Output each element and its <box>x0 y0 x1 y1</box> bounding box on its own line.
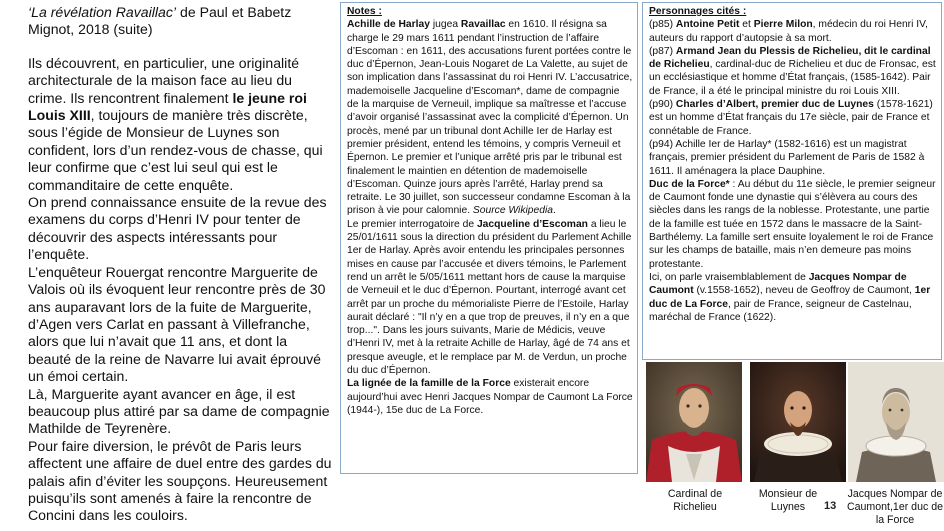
personnages-box <box>642 2 942 360</box>
bold-text: Armand Jean du Plessis de Richelieu, dit le cardinal de Richelieu <box>649 45 931 71</box>
bold-text: Duc de la Force* <box>649 178 730 190</box>
bold-text: Antoine Petit <box>675 19 740 31</box>
book-title <box>28 4 334 39</box>
personnages-list <box>649 18 937 324</box>
bold-text: Ravaillac <box>460 19 506 31</box>
portrait-cardinal-image <box>646 362 742 482</box>
main-paragraph: Ils découvrent, en particulier, une originalité architecturale de la maison face au lieu du crime. Ils rencontrent finalement le jeune roi Louis XIII, toujours de manière très discrète, sous l’égide de Monsieur de Luynes son confident, lors d’un rendez-vous de chasse, qui leur confirme que c’est lui seul qui est le commanditaire de cette enquête. <box>28 54 323 193</box>
portrait-force-icon <box>848 362 944 482</box>
portrait-luynes-icon <box>750 362 846 482</box>
book-title-italic: ‘La révélation Ravaillac’ <box>28 4 177 20</box>
main-text-column <box>28 4 334 524</box>
portrait-force-image <box>848 362 944 482</box>
bold-text: La lignée de la famille de la Force <box>347 378 511 390</box>
caption-force: Jacques Nompar de Caumont,1er duc de la Force <box>847 488 943 526</box>
page-number: 13 <box>824 500 837 512</box>
bold-text: Charles d’Albert, premier duc de Luynes <box>675 99 874 111</box>
main-paragraph: On prend connaissance ensuite de la revue des examens du corps d’Henri IV pour tenter de découvrir des aspects intéressants pour l’enquête. <box>28 194 327 263</box>
portrait-luynes-image <box>750 362 846 482</box>
caption-luynes: Monsieur de Luynes <box>758 488 818 513</box>
bold-text: 1er duc de La Force <box>649 285 931 310</box>
book-title-rest: de Paul et Babetz Mignot, 2018 (suite) <box>28 4 292 38</box>
notes-box <box>340 2 638 474</box>
bold-text: Jacqueline d’Escoman <box>476 218 588 230</box>
personnage-entry: Ici, on parle vraisemblablement de Jacques Nompar de Caumont (v.1558-1652), neveu de Geoffroy de Caumont, 1er duc de La Force, pair de France, seigneur de Castelnau, maréchal de France (1622). <box>649 271 931 323</box>
main-paragraphs <box>28 55 334 525</box>
personnages-header: Personnages cités : <box>649 6 747 17</box>
personnage-entry: Duc de la Force* : Au début du 11e siècle, le premier seigneur de Caumont fonde une dynastie qui s’élèvera au cours des siècles dans les rangs de la noblesse. Protestante, une partie de la famille est tuée en 1572 dans le massacre de la Saint-Barthélemy. La famille sert ensuite loyalement le roi de France sur les champs de bataille, mais n’en demeure pas moins protestante. <box>649 178 936 270</box>
emphasis-text: le jeune roi Louis XIII <box>28 89 307 124</box>
notes-paragraph-harlay: Achille de Harlay jugea Ravaillac en 1610. Il résigna sa charge le 29 mars 1611 pendant l’instruction de l’affaire d’Escoman : en 1611, des accusations furent portées contre le duc d’Épernon, Jean-Louis Nogaret de La Valette, au sujet de son implication dans l’assassinat du roi Henri IV. L’accusatrice, mademoiselle Jacqueline d’Escoman*, dame de compagnie de la marquise de Verneuil, implique sa maîtresse et l’accuse d’avoir organisé l’assassinat avec la complicité d’Épernon. Un procès, mené par un tribunal dont Achille Ier de Harlay est premier président, entend les témoins, y compris Verneuil et Épernon. Le premier et l’unique arrêté pris par le tribunal est finalement le maintien en détention de mademoiselle d’Escoman. Quinze jours après l’arrêté, Harlay prend sa retraite. Le 30 juillet, son successeur condamne Escoman à la prison à vie pour calomnie. Source Wikipedia. <box>347 19 633 217</box>
personnage-entry: (p90) Charles d’Albert, premier duc de Luynes (1578-1621) est un homme d’État français du 17e siècle, pair de France et connétable de France. <box>649 99 933 137</box>
notes-paragraph-escoman: Le premier interrogatoire de Jacqueline d’Escoman a lieu le 25/01/1611 sous la direction du président du Parlement Achille 1er de Harlay. Après avoir entendu les principales personnes mises en cause par l’accusée et divers témoins, le Parlement rend un arrêt le 5/05/1611 mettant hors de cause la marquise de Verneuil et le duc d’Épernon. Pourtant, interrogé avant cet arrêt par un proche du mémorialiste Pierre de l’Estoile, Harlay aurait déclaré : "Il n’y en a que trop de preuves, il n’y en a que trop...". Dans les jours suivants, Marie de Médicis, veuve d’Henri IV, met à la retraite Achille de Harlay, âgé de 74 ans et presque aveugle, et le remplace par M. de Verdun, un proche du duc d’Épernon. <box>347 218 632 377</box>
main-paragraph: Là, Marguerite ayant avancer en âge, il est beaucoup plus attiré par sa dame de compagnie Mathilde de Teyrenère. <box>28 385 330 437</box>
caption-cardinal: Cardinal de Richelieu <box>667 488 723 513</box>
bold-text: Achille de Harlay <box>347 19 430 31</box>
notes-header: Notes : <box>347 6 382 17</box>
bold-text: Jacques Nompar de Caumont <box>649 271 907 297</box>
personnage-entry: (p87) Armand Jean du Plessis de Richelieu, dit le cardinal de Richelieu, cardinal-duc de Richelieu et duc de Fronsac, est un ecclésiastique et homme d’État français, (1585-1642). Pair de France, il a été le principal ministre du roi Louis XIII. <box>649 45 936 97</box>
source-reference: Source Wikipedia <box>472 205 553 217</box>
bold-text: Pierre Milon <box>753 19 813 31</box>
portrait-cardinal-icon <box>646 362 742 482</box>
main-paragraph: Pour faire diversion, le prévôt de Paris leurs affectent une affaire de duel entre des gardes du palais afin d’éviter les soupçons. Heureusement puisqu’ils sont amenés à faire la rencontre de Concini dans les couloirs. <box>28 437 332 524</box>
main-paragraph: L’enquêteur Rouergat rencontre Marguerite de Valois où ils évoquent leur rencontre près de 30 ans auparavant lors de la fuite de Marguerite, d’Agen vers Carlat en passant à Villefranche, alors que lui n’avait que 11 ans, et dont la beauté de la reine de Navarre lui avait éprouvé un émoi certain. <box>28 263 326 385</box>
portraits-strip <box>642 362 944 531</box>
personnage-entry: (p94) Achille Ier de Harlay* (1582-1616) est un magistrat français, premier président du Parlement de Paris de 1582 à 1611. Il aménagera la place Dauphine. <box>649 138 925 177</box>
personnage-entry: (p85) Antoine Petit et Pierre Milon, médecin du roi Henri IV, auteurs du rapport d’autopsie à sa mort. <box>649 19 928 44</box>
notes-paragraph-force: La lignée de la famille de la Force existerait encore aujourd’hui avec Henri Jacques Nompar de Caumont La Force (1944-), 15e duc de La Force. <box>347 378 633 416</box>
